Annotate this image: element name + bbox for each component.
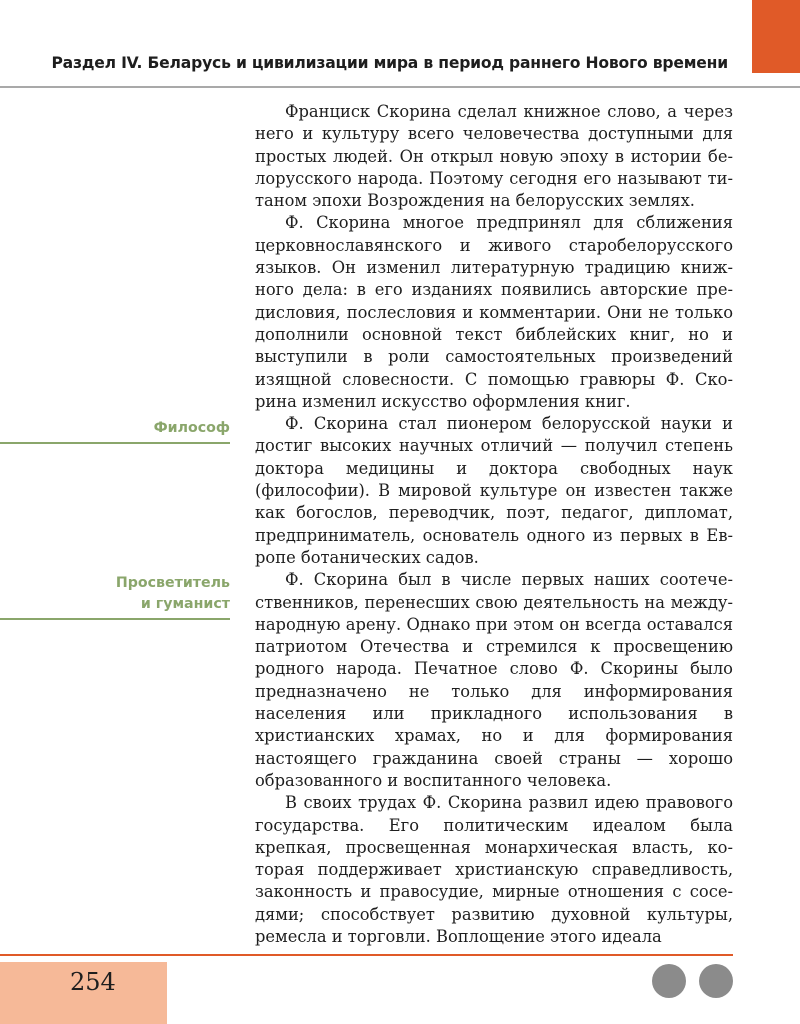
paragraph-1: Франциск Скорина сделал книжное слово, а через него и культуру всего человечества доступными для простых людей. Он открыл новую эпоху в истории белорусского народа. Поэтому сегодня его называют титаном эпохи Возрождения на белорусских землях. (255, 102, 733, 211)
margin-note-enlightener (0, 573, 230, 620)
margin-note-rule (0, 442, 230, 444)
paragraph-2: Ф. Скорина многое предпринял для сближения церковнославянского и живого старобелорусского языков. Он изменил литературную традицию книжного дела: в его изданиях появились авторские предисловия, послесловия и комментарии. Они не только дополнили основной текст библейских книг, но и выступили в роли самостоятельных произведений изящной словесности. С помощью гравюры Ф. Скорина изменил искусство оформления книг. (255, 213, 733, 411)
decorative-dot-icon (652, 964, 686, 998)
decorative-dot-icon (699, 964, 733, 998)
paragraph-3: Ф. Скорина стал пионером белорусской науки и достиг высоких научных отличий — получил степень доктора медицины и доктора свободных наук (философии). В мировой культуре он известен также как богослов, переводчик, поэт, педагог, дипломат, предприниматель, основатель одного из первых в Европе ботанических садов. (255, 414, 733, 567)
margin-note-philosopher (0, 418, 230, 444)
margin-note-label-line-2: и гуманист (140, 596, 230, 612)
header-divider (0, 86, 800, 88)
chapter-corner-tab (752, 0, 800, 73)
margin-note-label: Философ (153, 420, 230, 436)
section-header-title: Раздел IV. Беларусь и цивилизации мира в период раннего Нового времени (51, 54, 728, 72)
margin-note-label-line-1: Просветитель (115, 575, 230, 591)
main-text-column (255, 101, 733, 948)
margin-note-rule (0, 618, 230, 620)
paragraph-4: Ф. Скорина был в числе первых наших соотечественников, перенесших свою деятельность на международную арену. Однако при этом он всегда оставался патриотом Отечества и стремился к просвещению родного народа. Печатное слово Ф. Скорины было предназначено не только для информирования населения или прикладного использования в христианских храмах, но и для формирования настоящего гражданина своей страны — хорошо образованного и воспитанного человека. (255, 570, 733, 790)
page-number: 254 (70, 968, 116, 996)
paragraph-5: В своих трудах Ф. Скорина развил идею правового государства. Его политическим идеалом была крепкая, просвещенная монархическая власть, которая поддерживает христианскую справедливость, законность и правосудие, мирные отношения с соседями; способствует развитию духовной культуры, ремесла и торговли. Воплощение этого идеала (255, 793, 733, 946)
footer-divider (0, 954, 733, 956)
